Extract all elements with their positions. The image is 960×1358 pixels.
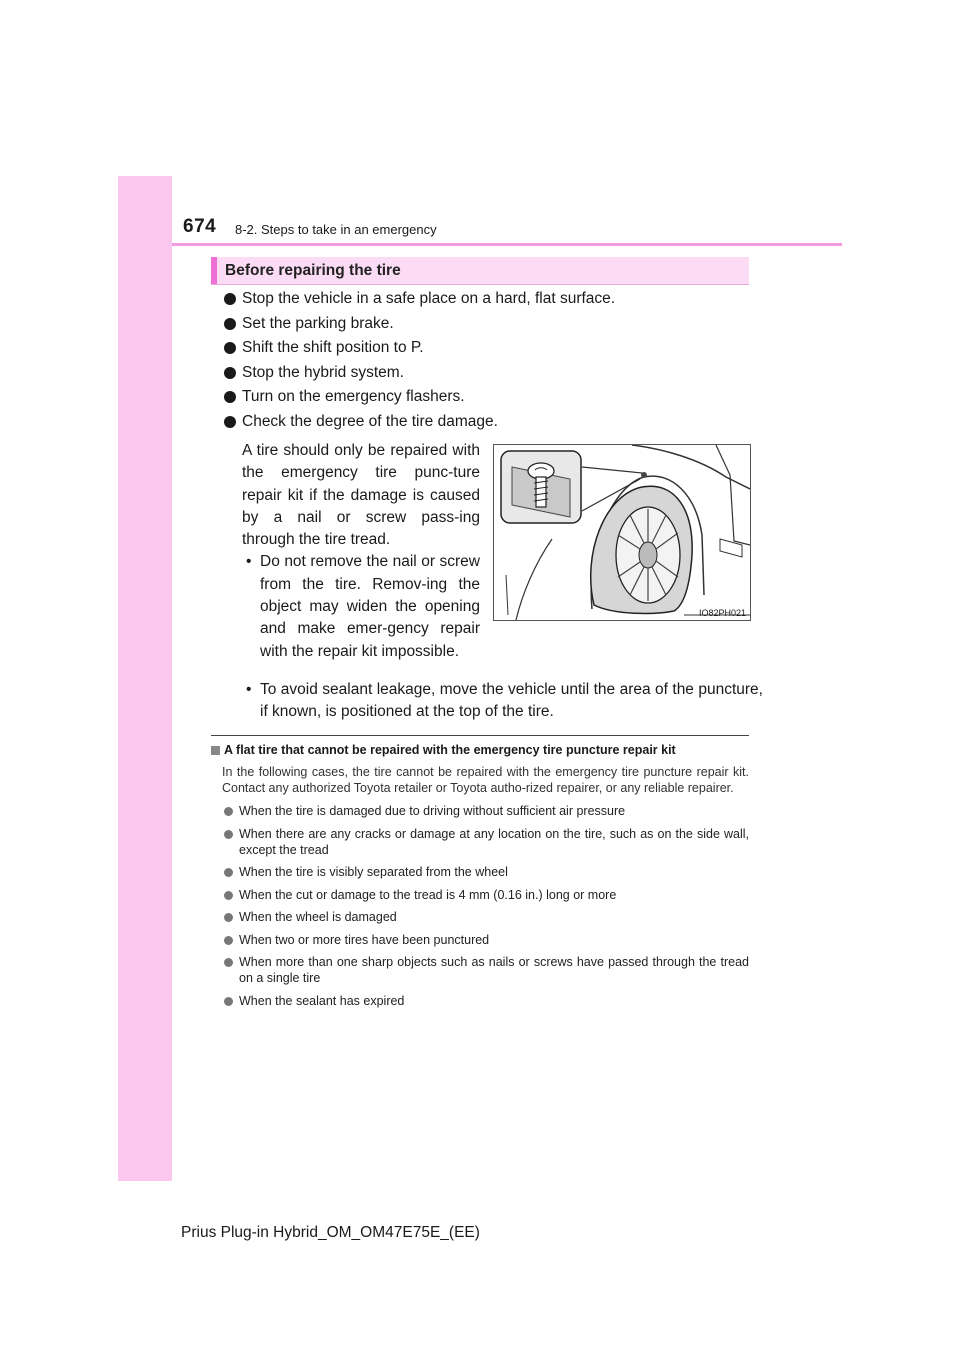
bullet-icon (224, 830, 233, 839)
list-item: Stop the hybrid system. (224, 361, 764, 386)
bullet-icon (224, 391, 236, 403)
bullet-icon (224, 913, 233, 922)
note-title: A flat tire that cannot be repaired with the emergency tire puncture repair kit (211, 742, 749, 758)
list-item: When the cut or damage to the tread is 4 mm (0.16 in.) long or more (211, 887, 749, 903)
section-heading: Before repairing the tire (225, 262, 401, 279)
bullet-icon (224, 958, 233, 967)
note-section (211, 742, 749, 1015)
list-item: When there are any cracks or damage at any location on the tire, such as on the side wall, except the tread (211, 826, 749, 858)
list-item: Stop the vehicle in a safe place on a hard, flat surface. (224, 287, 764, 312)
list-item: Check the degree of the tire damage. (224, 410, 764, 435)
steps-list (224, 287, 764, 434)
section-heading-box (211, 257, 749, 285)
list-item: Turn on the emergency flashers. (224, 385, 764, 410)
bullet-icon (224, 293, 236, 305)
bullet-icon (224, 891, 233, 900)
bullet-icon (224, 318, 236, 330)
cases-list (211, 803, 749, 1009)
bullet-icon (224, 997, 233, 1006)
list-item: When the tire is visibly separated from the wheel (211, 864, 749, 880)
square-bullet-icon (211, 746, 220, 755)
chapter-sidebar-tab (118, 176, 172, 1181)
footer-model-code: Prius Plug-in Hybrid_OM_OM47E75E_(EE) (181, 1224, 480, 1241)
page-number: 674 (183, 216, 217, 237)
section-title: 8-2. Steps to take in an emergency (235, 222, 437, 237)
bullet-icon (224, 868, 233, 877)
bullet-icon (224, 342, 236, 354)
bullet-icon (224, 416, 236, 428)
section-divider (211, 735, 749, 736)
list-item: When more than one sharp objects such as nails or screws have passed through the tread on a single tire (211, 954, 749, 986)
figure-label: IO82PH021 (698, 608, 746, 618)
list-item: When the tire is damaged due to driving without sufficient air pressure (211, 803, 749, 819)
heading-accent-bar (211, 257, 217, 284)
bullet-icon (224, 367, 236, 379)
flat-tire-illustration (493, 444, 751, 621)
header-rule (172, 243, 842, 246)
bullet-icon (224, 936, 233, 945)
note-intro: In the following cases, the tire cannot be repaired with the emergency tire puncture repair kit. Contact any authorized Toyota retailer or Toyota autho-rized repairer, or any reliable repairer. (222, 765, 749, 795)
list-item: Shift the shift position to P. (224, 336, 764, 361)
damage-explanation (242, 440, 480, 663)
damage-text: A tire should only be repaired with the emergency tire punc-ture repair kit if the damage is caused by a nail or screw pass-ing through the tire tread. (242, 442, 480, 549)
flat-tire-icon (494, 445, 750, 620)
list-item: When two or more tires have been punctured (211, 932, 749, 948)
list-item: When the wheel is damaged (211, 909, 749, 925)
sub-point: • To avoid sealant leakage, move the vehicle until the area of the puncture, if known, is positioned at the top of the tire. (246, 681, 763, 721)
sub-point: • Do not remove the nail or screw from the tire. Remov-ing the object may widen the opening and make emer-gency repair with the repair kit impossible. (246, 553, 480, 660)
list-item: When the sealant has expired (211, 993, 749, 1009)
bullet-icon (224, 807, 233, 816)
list-item: Set the parking brake. (224, 312, 764, 337)
